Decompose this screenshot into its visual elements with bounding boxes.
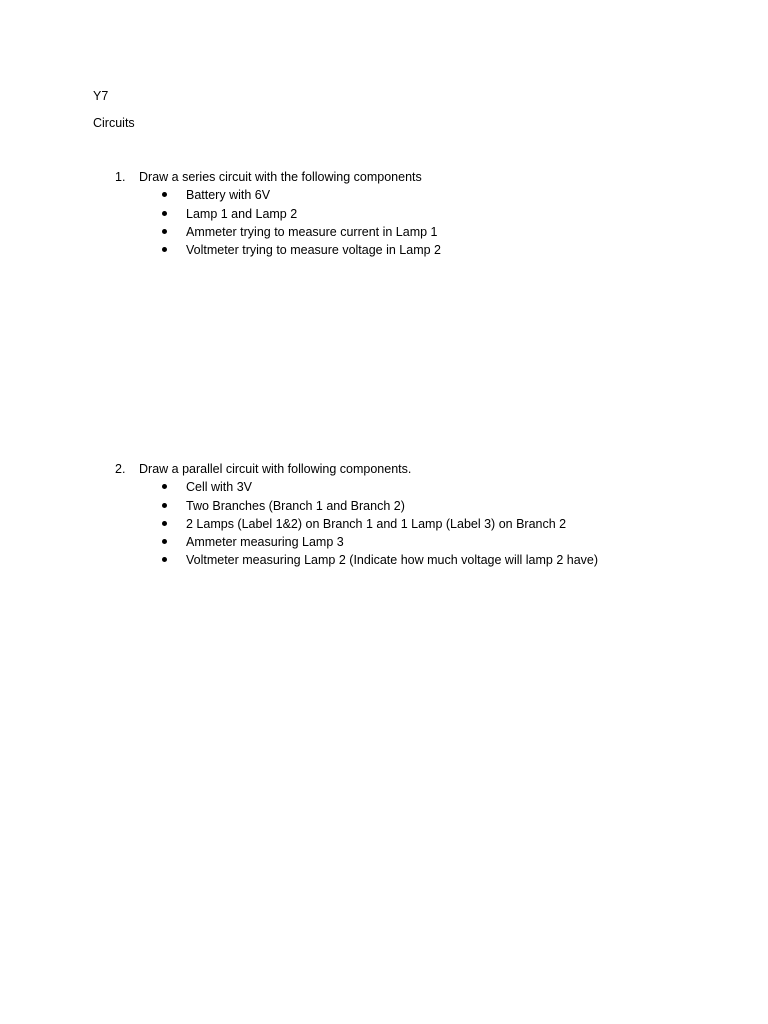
list-item: Voltmeter trying to measure voltage in Lamp 2: [186, 243, 441, 257]
list-item: Two Branches (Branch 1 and Branch 2): [186, 499, 405, 513]
bullet-icon: [162, 192, 167, 197]
page-title: Circuits: [93, 116, 135, 130]
list-item: Ammeter measuring Lamp 3: [186, 535, 344, 549]
bullet-icon: [162, 557, 167, 562]
list-item: Lamp 1 and Lamp 2: [186, 207, 298, 221]
list-item: Cell with 3V: [186, 480, 252, 494]
question-prompt: Draw a parallel circuit with following components.: [139, 462, 412, 476]
question-number: 1.: [115, 170, 126, 184]
list-item: Battery with 6V: [186, 188, 271, 202]
question-prompt: Draw a series circuit with the following components: [139, 170, 422, 184]
list-item: Ammeter trying to measure current in Lamp 1: [186, 225, 438, 239]
bullet-icon: [162, 521, 167, 526]
bullet-icon: [162, 211, 167, 216]
list-item: 2 Lamps (Label 1&2) on Branch 1 and 1 Lamp (Label 3) on Branch 2: [186, 517, 567, 531]
bullet-icon: [162, 484, 167, 489]
bullet-icon: [162, 503, 167, 508]
year-label: Y7: [93, 89, 109, 103]
bullet-icon: [162, 539, 167, 544]
bullet-icon: [162, 247, 167, 252]
bullet-icon: [162, 229, 167, 234]
list-item: Voltmeter measuring Lamp 2 (Indicate how much voltage will lamp 2 have): [186, 553, 599, 567]
question-number: 2.: [115, 462, 126, 476]
